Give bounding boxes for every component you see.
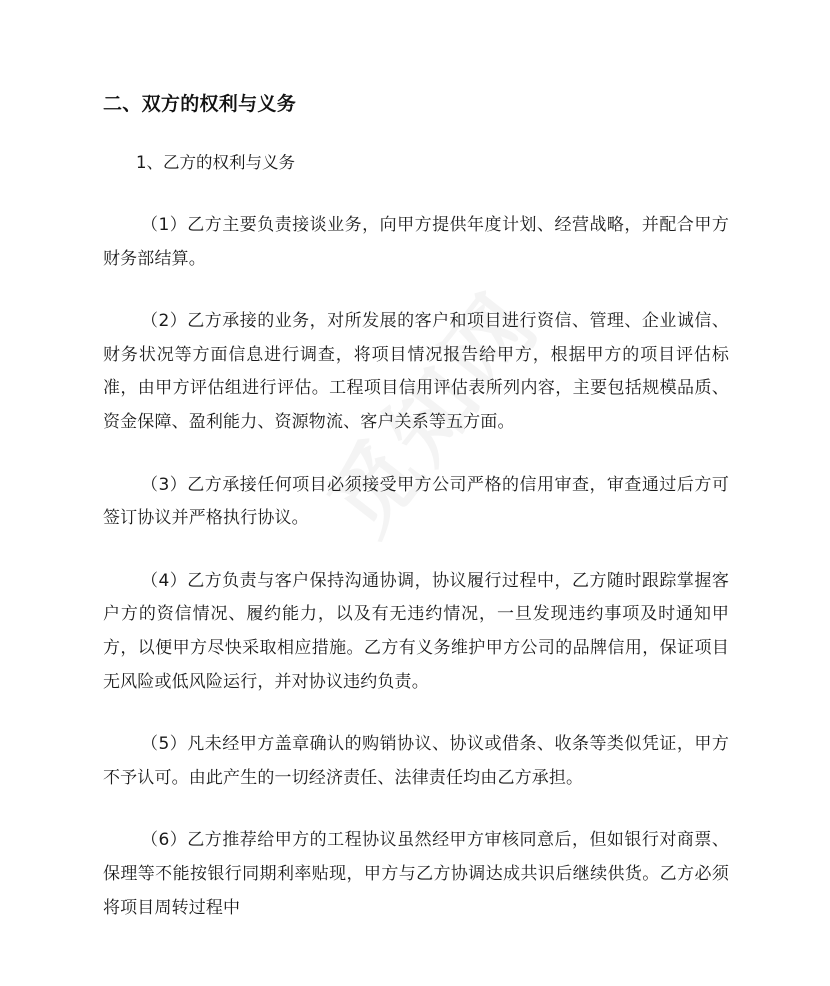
paragraph-1: （1）乙方主要负责接谈业务，向甲方提供年度计划、经营战略，并配合甲方财务部结算。: [103, 215, 729, 269]
sub-heading: 1、乙方的权利与义务: [136, 153, 295, 172]
paragraph-6: （6）乙方推荐给甲方的工程协议虽然经甲方审核同意后，但如银行对商票、保理等不能按银行同期利率贴现，甲方与乙方协调达成共识后继续供货。乙方必须将项目周转过程中: [103, 830, 729, 918]
document-body: [103, 209, 729, 954]
paragraph-2: （2）乙方承接的业务，对所发展的客户和项目进行资信、管理、企业诚信、财务状况等方面信息进行调查，将项目情况报告给甲方，根据甲方的项目评估标准，由甲方评估组进行评估。工程项目信用评估表所列内容，主要包括规模品质、资金保障、盈利能力、资源物流、客户关系等五方面。: [103, 311, 729, 432]
paragraph-3: （3）乙方承接任何项目必须接受甲方公司严格的信用审查，审查通过后方可签订协议并严格执行协议。: [103, 474, 729, 529]
paragraph-5: （5）凡未经甲方盖章确认的购销协议、协议或借条、收条等类似凭证，甲方不予认可。由此产生的一切经济责任、法律责任均由乙方承担。: [103, 734, 729, 788]
paragraph-4: （4）乙方负责与客户保持沟通协调，协议履行过程中，乙方随时跟踪掌握客户方的资信情况、履约能力，以及有无违约情况，一旦发现违约事项及时通知甲方，以便甲方尽快采取相应措施。乙方有义务维护甲方公司的品牌信用，保证项目无风险或低风险运行，并对协议违约负责。: [103, 570, 729, 692]
section-heading: 二、双方的权利与义务: [103, 93, 297, 115]
